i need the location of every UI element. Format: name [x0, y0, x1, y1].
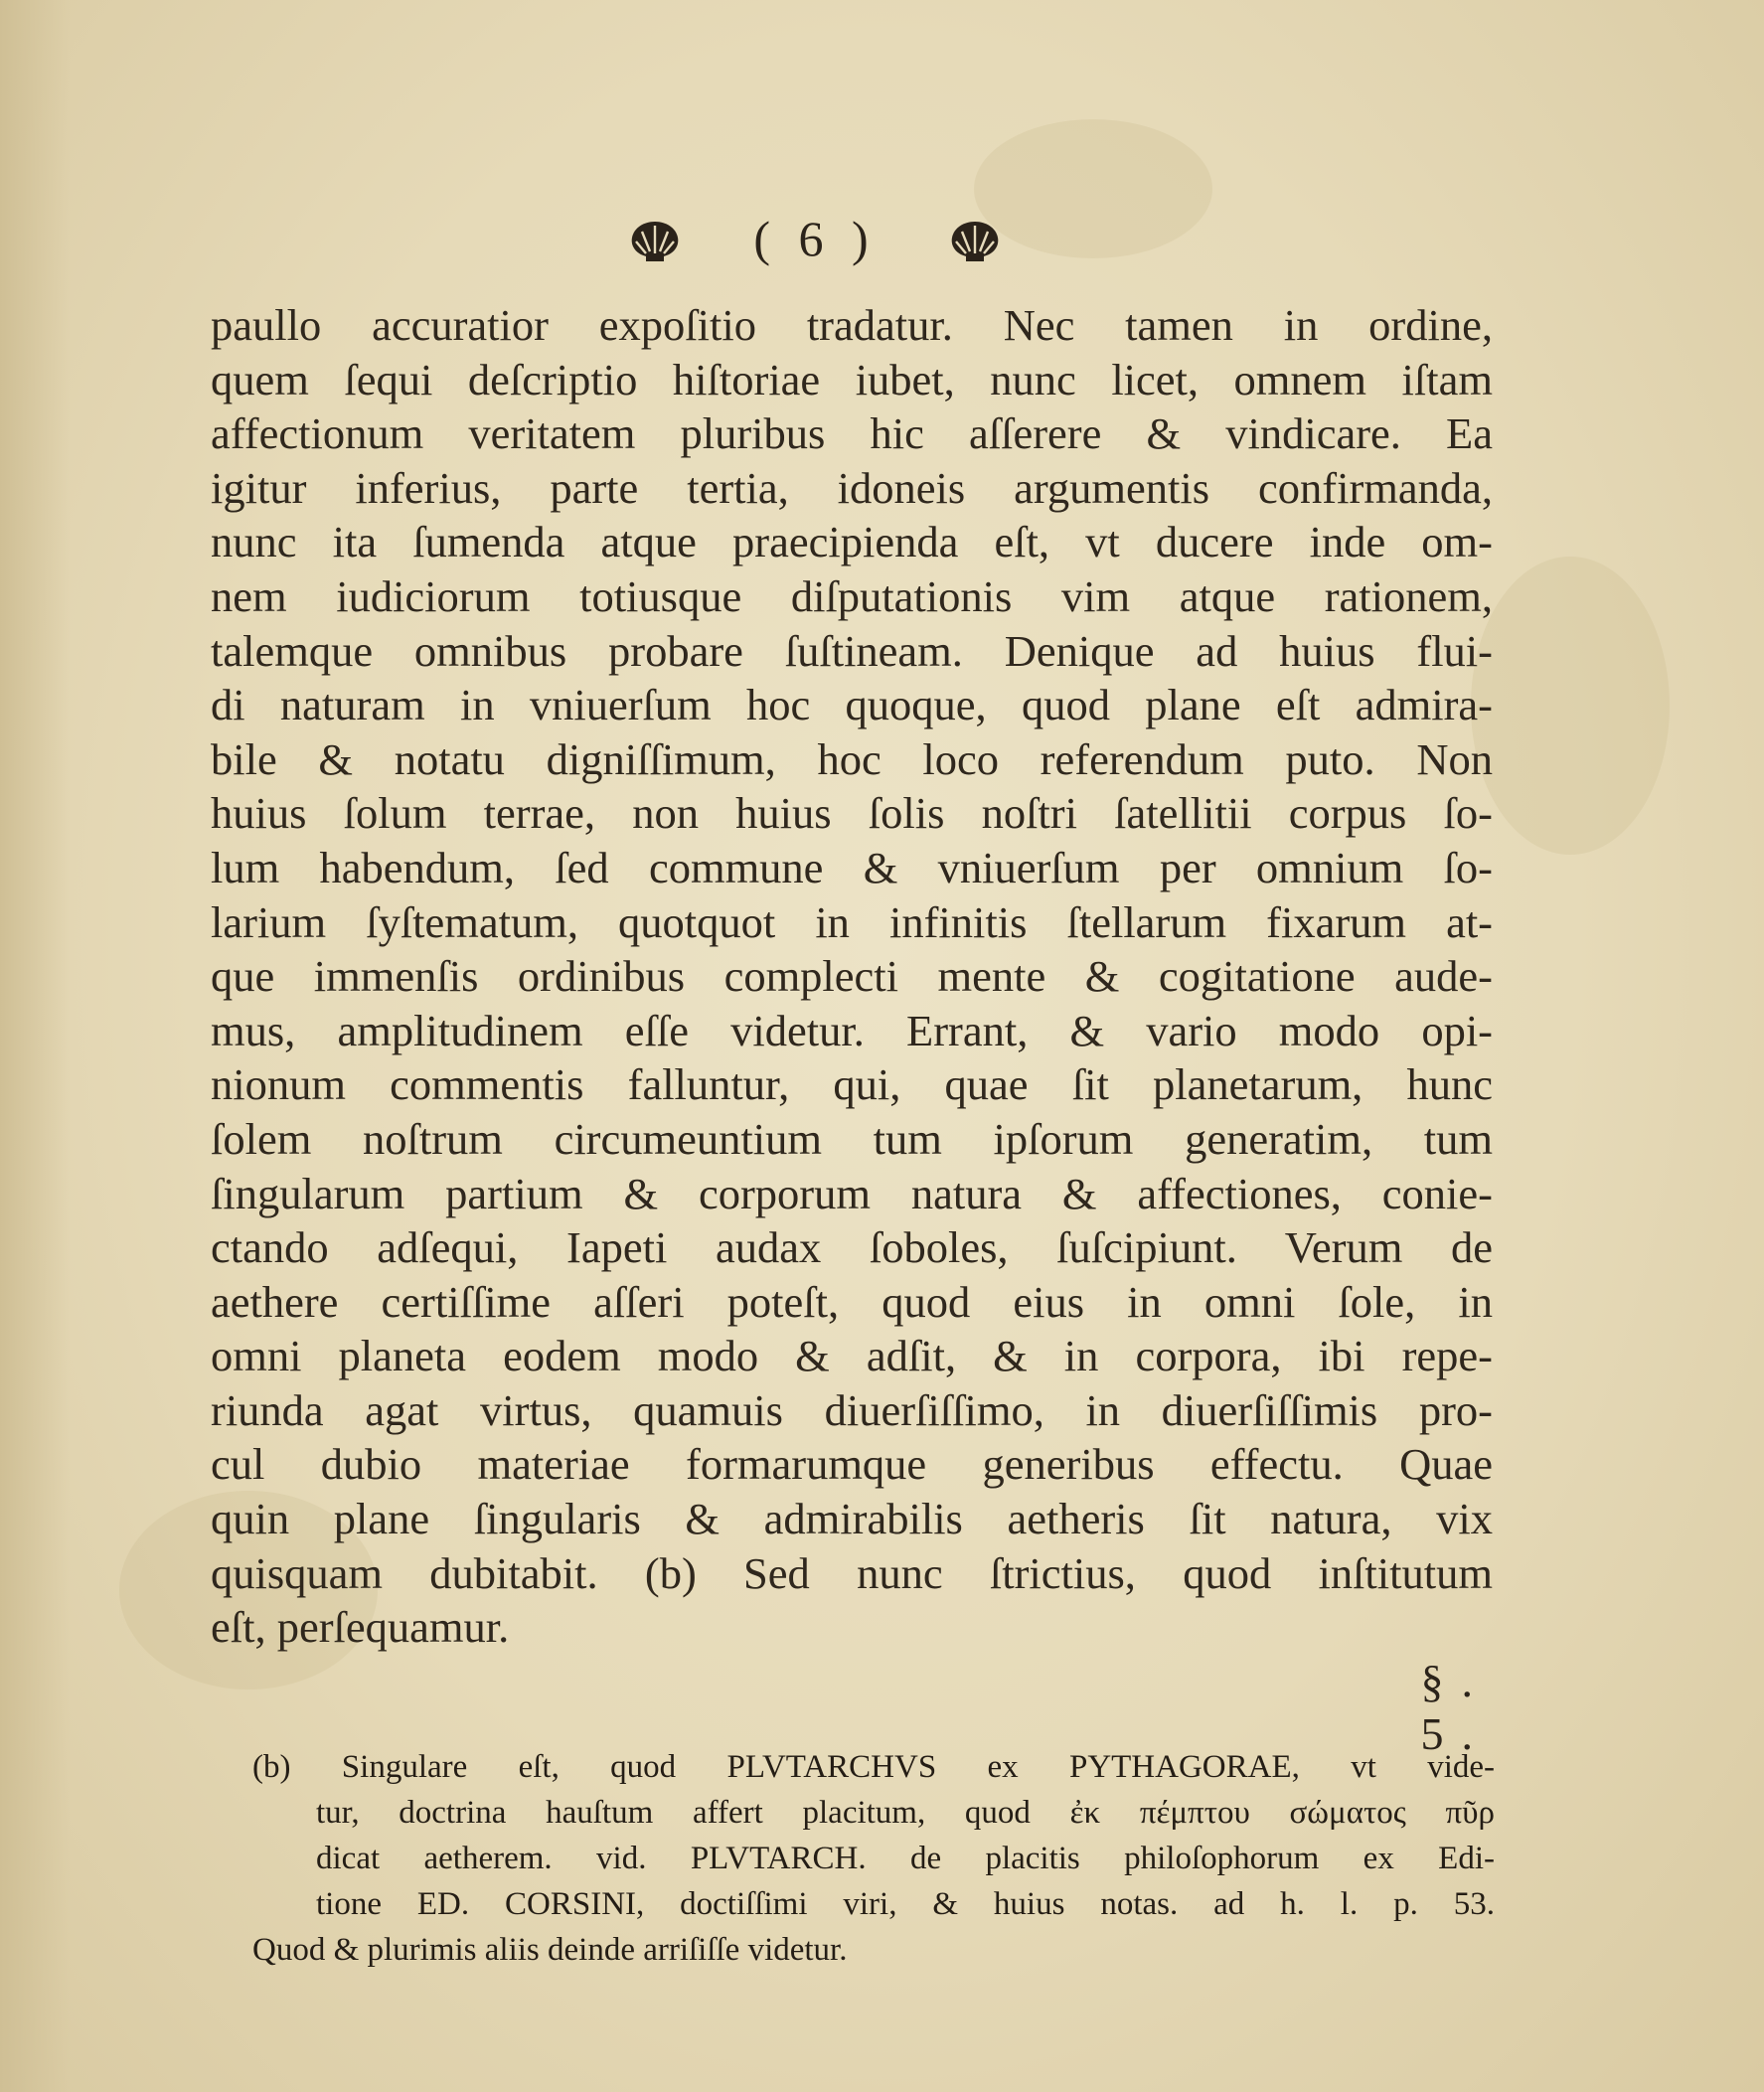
page-gutter-shadow [0, 0, 70, 2092]
body-line: talemque omnibus probare ſuſtineam. Denique ad huius flui- [211, 625, 1493, 676]
footnote-line: dicat aetherem. vid. PLVTARCH. de placitis philoſophorum ex Edi- [316, 1841, 1495, 1876]
body-line: ſingularum partium & corporum natura & affectiones, conie- [211, 1168, 1493, 1218]
body-line: omni planeta eodem modo & adſit, & in corpora, ibi repe- [211, 1331, 1493, 1381]
fleuron-ornament-left-icon [626, 214, 684, 263]
body-line: bile & notatu digniſſimum, hoc loco referendum puto. Non [211, 733, 1493, 784]
paper-stain [1471, 557, 1670, 855]
footnote-line: (b) Singulare eſt, quod PLVTARCHVS ex PYTHAGORAE, vt vide- [252, 1749, 1495, 1785]
body-line: huius ſolum terrae, non huius ſolis noſtri ſatellitii corpus ſo- [211, 788, 1493, 839]
body-line: ctando adſequi, Iapeti audax ſoboles, ſuſcipiunt. Verum de [211, 1222, 1493, 1273]
body-line: nunc ita ſumenda atque praecipienda eſt, vt ducere inde om- [211, 517, 1493, 567]
body-line: nem iudiciorum totiusque diſputationis vim atque rationem, [211, 570, 1493, 621]
footnote-line: tur, doctrina hauſtum affert placitum, quod ἐκ πέμπτου σώματος πῦρ [316, 1795, 1495, 1831]
footnote-line-last: Quod & plurimis aliis deinde arriſiſſe videtur. [252, 1932, 848, 1968]
body-line: igitur inferius, parte tertia, idoneis argumentis confirmanda, [211, 462, 1493, 513]
body-line: riunda agat virtus, quamuis diuerſiſſimo, in diuerſiſſimis pro- [211, 1384, 1493, 1435]
body-line: di naturam in vniuerſum hoc quoque, quod plane eſt admira- [211, 680, 1493, 730]
body-line: aethere certiſſime aſſeri poteſt, quod eius in omni ſole, in [211, 1276, 1493, 1327]
footnote-line: tione ED. CORSINI, doctiſſimi viri, & huius notas. ad h. l. p. 53. [316, 1886, 1495, 1922]
body-line: quem ſequi deſcriptio hiſtoriae iubet, nunc licet, omnem iſtam [211, 354, 1493, 404]
body-line: quisquam dubitabit. (b) Sed nunc ſtrictius, quod inſtitutum [211, 1547, 1493, 1598]
body-line: nionum commentis falluntur, qui, quae ſit planetarum, hunc [211, 1059, 1493, 1110]
body-line: mus, amplitudinem eſſe videtur. Errant, & vario modo opi- [211, 1005, 1493, 1055]
body-line: larium ſyſtematum, quotquot in infinitis ſtellarum fixarum at- [211, 896, 1493, 947]
body-line: paullo accuratior expoſitio tradatur. Nec tamen in ordine, [211, 300, 1493, 350]
body-line: que immenſis ordinibus complecti mente & cogitatione aude- [211, 951, 1493, 1002]
body-line: quin plane ſingularis & admirabilis aetheris ſit natura, vix [211, 1494, 1493, 1544]
section-number-catchword: §. 5. [1420, 1656, 1491, 1759]
body-line-last: eſt, perſequamur. [211, 1602, 510, 1653]
fleuron-ornament-right-icon [946, 214, 1004, 263]
body-line: cul dubio materiae formarumque generibus effectu. Quae [211, 1439, 1493, 1490]
body-line: affectionum veritatem pluribus hic aſſerere & vindicare. Ea [211, 408, 1493, 459]
footnote-b [252, 1744, 1495, 1973]
body-line: lum habendum, ſed commune & vniuerſum per omnium ſo- [211, 842, 1493, 892]
main-paragraph [211, 298, 1493, 1655]
page-header [557, 199, 1073, 278]
body-line: ſolem noſtrum circumeuntium tum ipſorum generatim, tum [211, 1113, 1493, 1164]
page-number: ( 6 ) [753, 211, 877, 266]
